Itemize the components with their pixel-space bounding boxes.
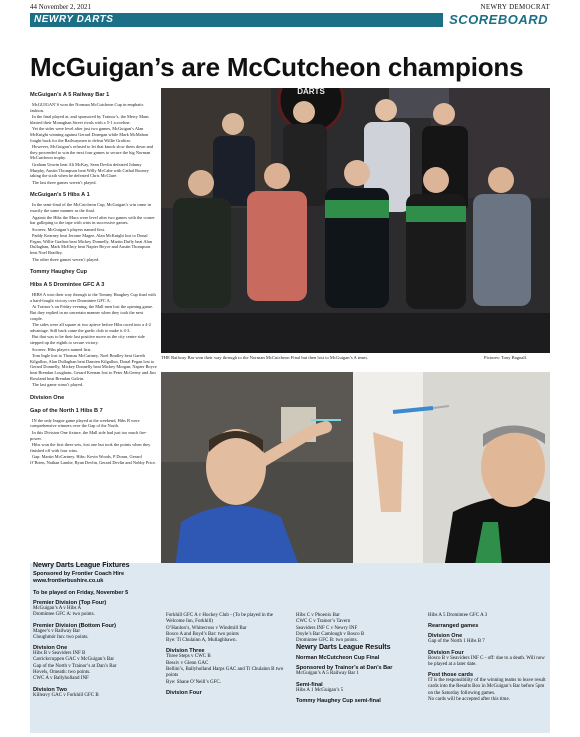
article-subheading: Division One bbox=[30, 394, 65, 401]
page-date: 44 November 2, 2021 bbox=[30, 3, 92, 11]
article-subheading: McGuigan’s A 5 Railway Bar 1 bbox=[30, 92, 110, 98]
article-paragraph: Gap: Martin McCartney. Hibs: Kevin Woods, P Doran, Gerard O’Brien, Nathan Lambe, Ryan Devlin, Gerard Devlin and Nobby Price. bbox=[30, 454, 157, 465]
article-paragraph: McGUIGAN’S won the Norman McCutcheon Cup in emphatic fashion. bbox=[30, 102, 144, 113]
fixture-line: CWC A v Ballyholland INF bbox=[33, 676, 89, 682]
fixture-line: Hibs A 1 McGuigan’s 5 bbox=[296, 687, 344, 693]
fixture-line: Three Steps v CWC B bbox=[166, 654, 211, 660]
article-paragraph: IN the only league game played at the weekend, Hibs B were comprehensive winners over the Gap of the North. bbox=[30, 417, 140, 429]
fixture-heading: Sponsored by Trainor’s at Dan’s Bar bbox=[296, 665, 393, 672]
article-paragraph: In the final played at, and sponsored by Trainor’s, the Merry Mans blasted their Monaghan Street rivals with a 5-1 scoreline. bbox=[30, 114, 149, 125]
fixture-line: Dromintee GFC A: two points. bbox=[33, 612, 95, 618]
photo-credit: Pictures: Tony Bagnall. bbox=[484, 355, 528, 360]
fixture-heading: Division Four bbox=[166, 689, 202, 696]
fixture-heading: Division Four bbox=[428, 649, 464, 656]
fixture-line: Hibs A 5 Dromintee GFC A 3 bbox=[428, 613, 488, 618]
team-photo bbox=[161, 88, 550, 353]
fixture-line: No cards will be accepted after this time. bbox=[428, 697, 510, 703]
fixture-heading: Post those cards bbox=[428, 672, 474, 679]
fixture-heading: Premier Division (Top Four) bbox=[33, 600, 107, 606]
team-photo-illustration bbox=[161, 88, 550, 353]
article-paragraph: HIBS A won their way through to the Tommy Haughey Cup final with a hard-fought victory over Dromintee GFC A. bbox=[30, 292, 156, 303]
fixture-line: Bellini’s, Ballyholland Harps GAC and Tí Chulainn B two points bbox=[166, 667, 284, 679]
article-paragraph: In the semi-final of the McCutcheon Cup, McGuigan’s win came in exactly the same manner as the final. bbox=[30, 202, 151, 213]
team-photo-caption: THE Railway Bar won their way through to the Norman McCutcheon Final but then lost to McGuigan’s A team. bbox=[161, 355, 368, 360]
fixture-line: IT is the responsibility of the winning teams to leave result cards into the Results Box in McGuigan’s Bar before 5pm on the Saturday following games. bbox=[428, 678, 546, 696]
article-paragraph: Hibs won the first three sets, lost one but took the points when they finished off with four wins. bbox=[30, 442, 151, 453]
article-paragraph: The sides were all square at two apiece before Hibs raced into a 4-2 advantage. Still back came the gaelic club to make it 4-3. bbox=[30, 322, 151, 333]
fixtures-panel bbox=[30, 563, 550, 733]
fixture-heading: Semi-final bbox=[296, 681, 323, 688]
fixture-heading: Premier Division (Bottom Four) bbox=[33, 622, 116, 629]
fixture-heading: Rearranged games bbox=[428, 623, 479, 630]
fixture-line: Gap of the North v Trainor’s at Dan’s Bar bbox=[33, 663, 117, 669]
article-paragraph: However, McGuigan’s refused to let that knock slow them down and they proceeded to win the next four games to secure the big Norman McCutcheon trophy. bbox=[30, 144, 153, 161]
article-subheading: Tommy Haughey Cup bbox=[30, 269, 88, 276]
fixture-line: Bessiv v Glenn GAC bbox=[166, 660, 209, 666]
publication-name: NEWRY DEMOCRAT bbox=[480, 3, 550, 11]
article-paragraph: Scorers: McGuigan’s players named first. bbox=[32, 226, 106, 232]
article-paragraph: Scorers: Hibs players named first. bbox=[32, 346, 92, 352]
article-paragraph: Paddy Kearney beat Jerome Magee, Alan McKnight lost to Donal Fegan, Willie Grafton beat Mickey Donnelly, Martin Duffy beat Alan Dullaghan, Mark McElroy beat Napier Boyce and Austin Thompson beat Noel Bradley. bbox=[30, 233, 152, 256]
fixture-line: Killeavy GAC v Forkhill GFC B bbox=[33, 692, 99, 698]
section-label: NEWRY DARTS bbox=[34, 14, 114, 25]
article-paragraph: The last game wasn’t played. bbox=[32, 382, 84, 388]
fixtures-title: Newry Darts League Fixtures bbox=[33, 562, 130, 569]
fixture-heading: Newry Darts League Results bbox=[296, 644, 391, 652]
dartboard-label: DARTS bbox=[297, 88, 325, 96]
fixture-line: Bye: Tí Chulainn A, Mullaghbawn. bbox=[166, 638, 237, 644]
fixture-line: Seaviders INF C v Newry INF bbox=[296, 625, 358, 631]
fixtures-web: www.frontierbushire.co.uk bbox=[33, 578, 104, 584]
fixture-line: Hibs B v Seaviders INF B bbox=[33, 651, 86, 657]
fixture-heading: Division Three bbox=[166, 648, 205, 655]
fixture-heading: Norman McCutcheon Cup Final bbox=[296, 655, 380, 662]
fixture-line: Bosco B v Seaviders INF C - off: due to a death. Will now be played at a later date. bbox=[428, 655, 545, 667]
fixture-line: Carrickcruppen GAC v McGuigan’s Bar bbox=[33, 657, 115, 663]
article-column bbox=[30, 92, 157, 560]
article-subheading: McGuigan’s 5 Hibs A 1 bbox=[30, 192, 90, 199]
fixture-line: Doyle’s Bar Camlough v Bosco B bbox=[296, 631, 365, 637]
article-paragraph: At Trainor’s on Friday evening, the Mall men lost the opening game. But they replied in no uncertain manner when they took the next couple. bbox=[30, 304, 154, 321]
article-paragraph: Tom Ingle lost to Thomas McCartney, Noel Bradley beat Gareth Kilgallon, Alan Dullaghan beat Damien Kilgallon, Donal Fegan lost to Gerard Donnelly, Mickey Donnelly beat Mickey Morgan, Napier Boyce beat Brendan Loughran, Gerard Keenan lost to Peter McGeeny and Jim Rowland beat Brendan Galvin. bbox=[30, 353, 157, 381]
fixture-line: Hibs C v Phoenix Bar bbox=[296, 613, 340, 618]
fixture-line: Dromintee GFC B: two points. bbox=[296, 638, 358, 644]
section-band bbox=[30, 13, 550, 27]
fixture-line: McGuigan’s A 5 Railway Bar 1 bbox=[296, 671, 359, 677]
fixtures-col-4 bbox=[428, 613, 548, 703]
alan-mcknight-illustration bbox=[353, 372, 550, 575]
fixture-line: Gap of the North 1 Hibs B 7 bbox=[428, 639, 485, 645]
fixture-line: McGuigan’s A v Hibs A bbox=[33, 606, 82, 611]
fixtures-sponsor: Sponsored by Frontier Coach Hire bbox=[33, 571, 125, 577]
fixture-heading: Division One bbox=[428, 633, 463, 640]
fixtures-col-2 bbox=[166, 613, 291, 696]
fixture-line: Hovels, Omeath: two points. bbox=[33, 670, 91, 676]
article-paragraph: Against the Hibs the Macs were level after two games with the corner bar galloping to the tape with wins in successive games. bbox=[30, 214, 155, 226]
article-paragraph: The other three games weren’t played. bbox=[32, 256, 100, 262]
fixture-heading: To be played on Friday, November 5 bbox=[33, 590, 129, 596]
fixture-line: Magee’s v Railway Bar bbox=[33, 628, 81, 634]
article-subheading: Gap of the North 1 Hibs B 7 bbox=[30, 407, 103, 414]
fixture-line: CWC C v Trainor’s Tavern bbox=[296, 619, 351, 625]
fixture-heading: Tommy Haughey Cup semi-final bbox=[296, 698, 381, 705]
fixtures-col-1 bbox=[33, 590, 157, 699]
fixture-heading: Division Two bbox=[33, 686, 68, 693]
alan-mcknight-photo bbox=[353, 372, 550, 575]
fixtures-col-3 bbox=[296, 613, 421, 704]
article-subheading: Hibs A 5 Dromintee GFC A 3 bbox=[30, 282, 105, 289]
fixture-line: Bye: Shane O’Neill’s GFC. bbox=[166, 679, 221, 685]
article-paragraph: In this Division One fixture, the Mall side had just too much fire-power. bbox=[30, 429, 147, 441]
headline: McGuigan’s are McCutcheon champions bbox=[30, 52, 524, 82]
fixture-line: Cloughmór Inn: two points. bbox=[33, 634, 89, 640]
article-paragraph: The last three games weren’t played. bbox=[32, 179, 97, 185]
article-paragraph: Graham Unwin beat Ali McKay, Sean Devlin defeated Johnny Murphy, Austin Thompson beat Willy McCabe with Cathal Rooney taking the sixth when he defeated Chris McClure. bbox=[30, 161, 149, 179]
fixture-heading: Division One bbox=[33, 645, 68, 652]
fixture-line: Forkhill GFC A v Hockey Club - (To be played in the Welcome Inn, Forkhill) bbox=[166, 613, 274, 625]
fixture-line: O’Hanlon’s, Whitecross v Windmill Bar bbox=[166, 625, 247, 631]
article-paragraph: Yet the sides were level after just two games, McGuigan’s Alan McKnight winning against Gerard Donegan while Mark McMahon fought back for the Railwaymen to defeat Willie Grafton. bbox=[30, 126, 149, 143]
scoreboard-label: SCOREBOARD bbox=[443, 12, 550, 28]
article-paragraph: But that was to be their last positive move as the city centre side stepped up the eighth to secure victory. bbox=[30, 334, 145, 345]
fixture-line: Bosco A and Boyd’s Bar: two points bbox=[166, 631, 239, 637]
